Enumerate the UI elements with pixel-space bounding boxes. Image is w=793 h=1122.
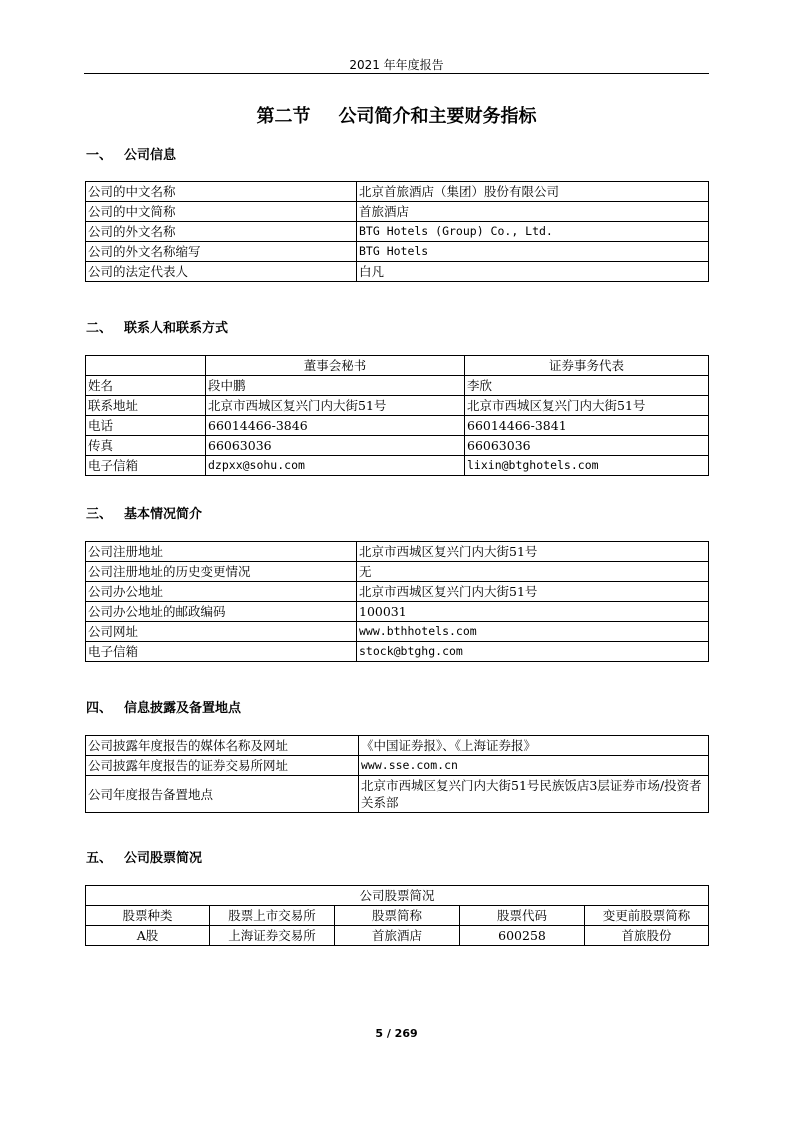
header-cell: 股票种类 (86, 906, 210, 926)
page-number: 5 / 269 (375, 1027, 418, 1040)
running-header: 2021 年年度报告 (349, 58, 444, 72)
row-label: 公司的外文名称缩写 (86, 242, 357, 262)
row-value: 北京首旅酒店（集团）股份有限公司 (357, 182, 709, 202)
row-value: 北京市西城区复兴门内大街51号 (357, 582, 709, 602)
secretary-value: 北京市西城区复兴门内大街51号 (206, 396, 465, 416)
row-value: www.bthhotels.com (357, 622, 709, 642)
row-value: 北京市西城区复兴门内大街51号 (357, 542, 709, 562)
rep-value: 北京市西城区复兴门内大街51号 (465, 396, 709, 416)
secretary-value: 66063036 (206, 436, 465, 456)
section-title: 公司股票简况 (124, 851, 203, 866)
row-label: 公司注册地址 (86, 542, 357, 562)
row-label: 公司披露年度报告的证券交易所网址 (86, 756, 359, 776)
header-cell: 证券事务代表 (465, 356, 709, 376)
section-heading-company-info (86, 144, 176, 163)
section-number: 二、 (86, 321, 113, 336)
title-section-name: 公司简介和主要财务指标 (338, 106, 537, 127)
header-cell: 董事会秘书 (206, 356, 465, 376)
rep-value: lixin@btghotels.com (465, 456, 709, 476)
table-caption: 公司股票简况 (86, 886, 709, 906)
row-label: 公司注册地址的历史变更情况 (86, 562, 357, 582)
table-row (86, 376, 709, 396)
header-cell (86, 356, 206, 376)
row-value: 100031 (357, 602, 709, 622)
table-row (86, 562, 709, 582)
row-value: BTG Hotels (Group) Co., Ltd. (357, 222, 709, 242)
table-row (86, 242, 709, 262)
secretary-value: dzpxx@sohu.com (206, 456, 465, 476)
table-row (86, 182, 709, 202)
section-heading-stock (86, 847, 202, 866)
row-value: 白凡 (357, 262, 709, 282)
row-label: 公司办公地址的邮政编码 (86, 602, 357, 622)
row-label: 传真 (86, 436, 206, 456)
table-row (86, 642, 709, 662)
basic-info-table (85, 541, 709, 662)
table-row (86, 262, 709, 282)
table-row (86, 926, 709, 946)
section-title: 公司信息 (124, 148, 177, 163)
disclosure-table (85, 735, 709, 813)
row-label: 公司网址 (86, 622, 357, 642)
row-label: 姓名 (86, 376, 206, 396)
row-label: 电话 (86, 416, 206, 436)
table-row (86, 622, 709, 642)
header-cell: 股票代码 (460, 906, 585, 926)
table-row (86, 776, 709, 813)
header-rule (84, 73, 709, 74)
table-row (86, 436, 709, 456)
row-label: 联系地址 (86, 396, 206, 416)
stock-code-cell: 600258 (460, 926, 585, 946)
former-name-cell: 首旅股份 (585, 926, 709, 946)
table-row (86, 582, 709, 602)
row-label: 公司的外文名称 (86, 222, 357, 242)
row-label: 公司办公地址 (86, 582, 357, 602)
secretary-value: 66014466-3846 (206, 416, 465, 436)
stock-table (85, 885, 709, 946)
section-heading-contacts (86, 317, 228, 336)
row-label: 公司的中文简称 (86, 202, 357, 222)
row-value: 首旅酒店 (357, 202, 709, 222)
section-title: 联系人和联系方式 (124, 321, 229, 336)
company-info-table (85, 181, 709, 282)
table-row (86, 736, 709, 756)
table-row (86, 222, 709, 242)
rep-value: 66063036 (465, 436, 709, 456)
section-heading-basic-info (86, 503, 202, 522)
rep-value: 李欣 (465, 376, 709, 396)
table-header-row (86, 356, 709, 376)
section-number: 四、 (86, 701, 113, 716)
table-row (86, 542, 709, 562)
section-number: 三、 (86, 507, 113, 522)
contacts-table (85, 355, 709, 476)
table-row (86, 416, 709, 436)
table-row (86, 756, 709, 776)
row-label: 公司年度报告备置地点 (86, 776, 359, 813)
table-row (86, 202, 709, 222)
table-header-row (86, 906, 709, 926)
title-section-number: 第二节 (256, 106, 311, 127)
stock-type-cell: A股 (86, 926, 210, 946)
row-value: stock@btghg.com (357, 642, 709, 662)
table-row (86, 396, 709, 416)
short-name-cell: 首旅酒店 (335, 926, 460, 946)
row-value: 北京市西城区复兴门内大街51号民族饭店3层证券市场/投资者关系部 (359, 776, 709, 813)
row-value: www.sse.com.cn (359, 756, 709, 776)
secretary-value: 段中鹏 (206, 376, 465, 396)
row-label: 电子信箱 (86, 642, 357, 662)
row-value: 《中国证券报》、《上海证券报》 (359, 736, 709, 756)
section-number: 一、 (86, 148, 113, 163)
row-label: 公司的中文名称 (86, 182, 357, 202)
section-title: 信息披露及备置地点 (124, 701, 242, 716)
table-row (86, 456, 709, 476)
row-value: BTG Hotels (357, 242, 709, 262)
section-number: 五、 (86, 851, 113, 866)
table-row (86, 602, 709, 622)
section-heading-disclosure (86, 697, 241, 716)
section-title: 基本情况简介 (124, 507, 203, 522)
row-value: 无 (357, 562, 709, 582)
table-caption-row (86, 886, 709, 906)
header-cell: 股票上市交易所 (210, 906, 335, 926)
row-label: 公司披露年度报告的媒体名称及网址 (86, 736, 359, 756)
rep-value: 66014466-3841 (465, 416, 709, 436)
exchange-cell: 上海证券交易所 (210, 926, 335, 946)
row-label: 公司的法定代表人 (86, 262, 357, 282)
page-title (0, 102, 793, 128)
header-cell: 变更前股票简称 (585, 906, 709, 926)
row-label: 电子信箱 (86, 456, 206, 476)
header-cell: 股票简称 (335, 906, 460, 926)
